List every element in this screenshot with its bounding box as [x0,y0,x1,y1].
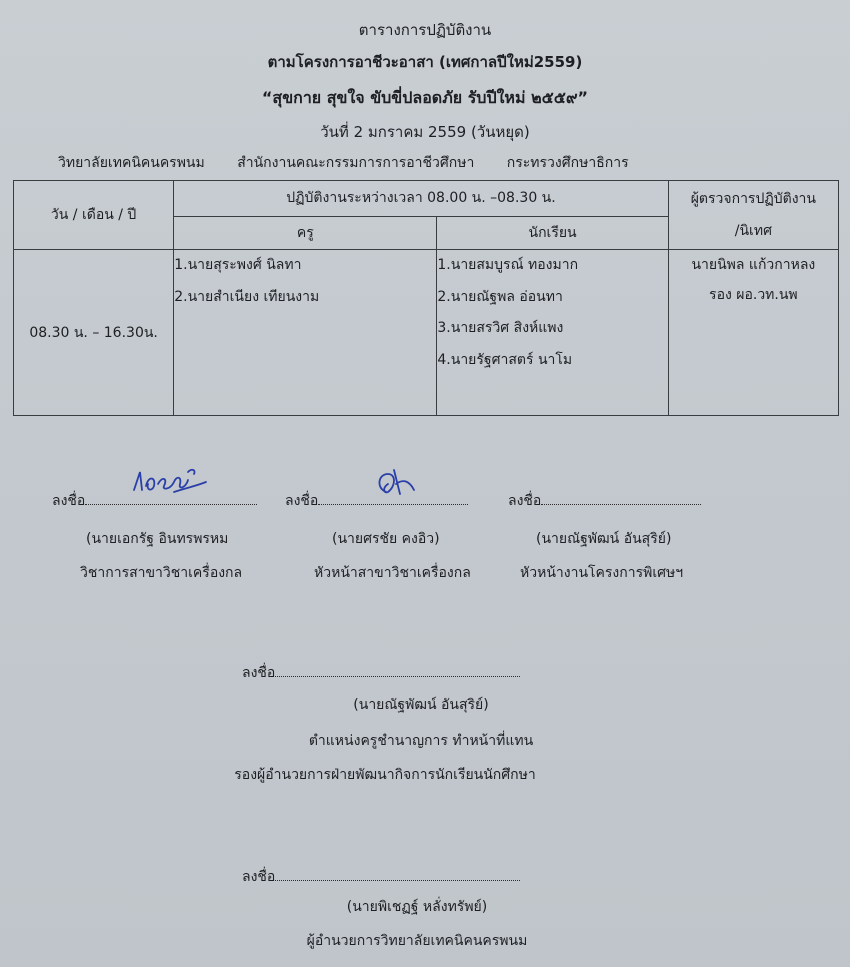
signature-label: ลงชื่อ [242,665,276,681]
list-item: 3.นายสรวิศ สิงห์แพง [437,320,564,336]
student-list [437,250,668,416]
header-inspector-line1: ผู้ตรวจการปฏิบัติงาน [690,191,816,207]
signer-5-title: ผู้อำนวยการวิทยาลัยเทคนิคนครพนม [306,933,528,949]
header-date: วัน / เดือน / ปี [14,181,174,250]
header-student: นักเรียน [437,216,668,250]
signature-label: ลงชื่อ [242,869,276,885]
handwritten-signature-1 [130,462,210,498]
doc-title: ตารางการปฏิบัติงาน [358,21,492,39]
header-teacher: ครู [174,216,437,250]
inspector-cell [668,250,838,416]
signer-2-title: หัวหน้าสาขาวิชาเครื่องกล [314,565,471,581]
list-item: 2.นายสำเนียง เทียนงาม [174,288,320,305]
duty-date: วันที่ 2 มกราคม 2559 (วันหยุด) [320,123,530,141]
list-item: 1.นายสมบูรณ์ ทองมาก [437,257,579,273]
campaign-slogan: “สุขกาย สุขใจ ขับขี่ปลอดภัย รับปีใหม่ ๒๕๕๙” [261,88,589,107]
handwritten-signature-2 [374,466,420,500]
signature-label: ลงชื่อ [52,493,86,509]
list-item: 1.นายสุระพงศ์ นิลทา [174,257,302,273]
ministry-name: กระทรวงศึกษาธิการ [506,155,629,171]
office-name: สำนักงานคณะกรรมการการอาชีวศึกษา [237,155,475,171]
signer-4-title-1: ตำแหน่งครูชำนาญการ ทำหน้าที่แทน [308,733,534,749]
header-duty-time: ปฏิบัติงานระหว่างเวลา 08.00 น. –08.30 น. [174,181,669,217]
dotted-line [275,666,520,677]
signer-5-name: (นายพิเชฏฐ์ หลั่งทรัพย์) [346,899,488,915]
signature-line-5 [242,866,520,888]
header-inspector-line2: /นิเทศ [734,223,772,239]
duty-time-cell: 08.30 น. – 16.30น. [14,250,174,416]
college-name: วิทยาลัยเทคนิคนครพนม [58,155,205,171]
dotted-line [541,494,701,505]
duty-schedule-table [13,180,839,416]
signature-label: ลงชื่อ [285,493,319,509]
list-item: 2.นายณัฐพล อ่อนทา [437,288,563,305]
signature-label: ลงชื่อ [508,493,542,509]
signer-4-name: (นายณัฐพัฒน์ อันสุริย์) [353,697,489,713]
signer-4-title-2: รองผู้อำนวยการฝ่ายพัฒนากิจการนักเรียนนักศึกษา [234,767,536,783]
header-inspector [668,181,838,250]
organization-line [58,152,818,174]
signer-1-name: (นายเอกรัฐ อินทรพรหม [86,531,229,547]
signer-3-name: (นายณัฐพัฒน์ อันสุริย์) [536,531,672,547]
project-name: ตามโครงการอาชีวะอาสา (เทศกาลปีใหม่2559) [267,53,583,71]
signer-1-title: วิชาการสาขาวิชาเครื่องกล [80,565,243,581]
inspector-name: นายนิพล แก้วกาหลง [691,257,816,273]
signature-line-3 [508,490,701,512]
teacher-list [174,250,437,416]
signer-2-name: (นายศรชัย คงอิว) [332,531,440,547]
signer-3-title: หัวหน้างานโครงการพิเศษฯ [520,565,684,581]
signature-line-4 [242,662,520,684]
inspector-title: รอง ผอ.วท.นพ [709,287,798,303]
list-item: 4.นายรัฐศาสตร์ นาโม [437,351,573,368]
dotted-line [275,870,520,881]
